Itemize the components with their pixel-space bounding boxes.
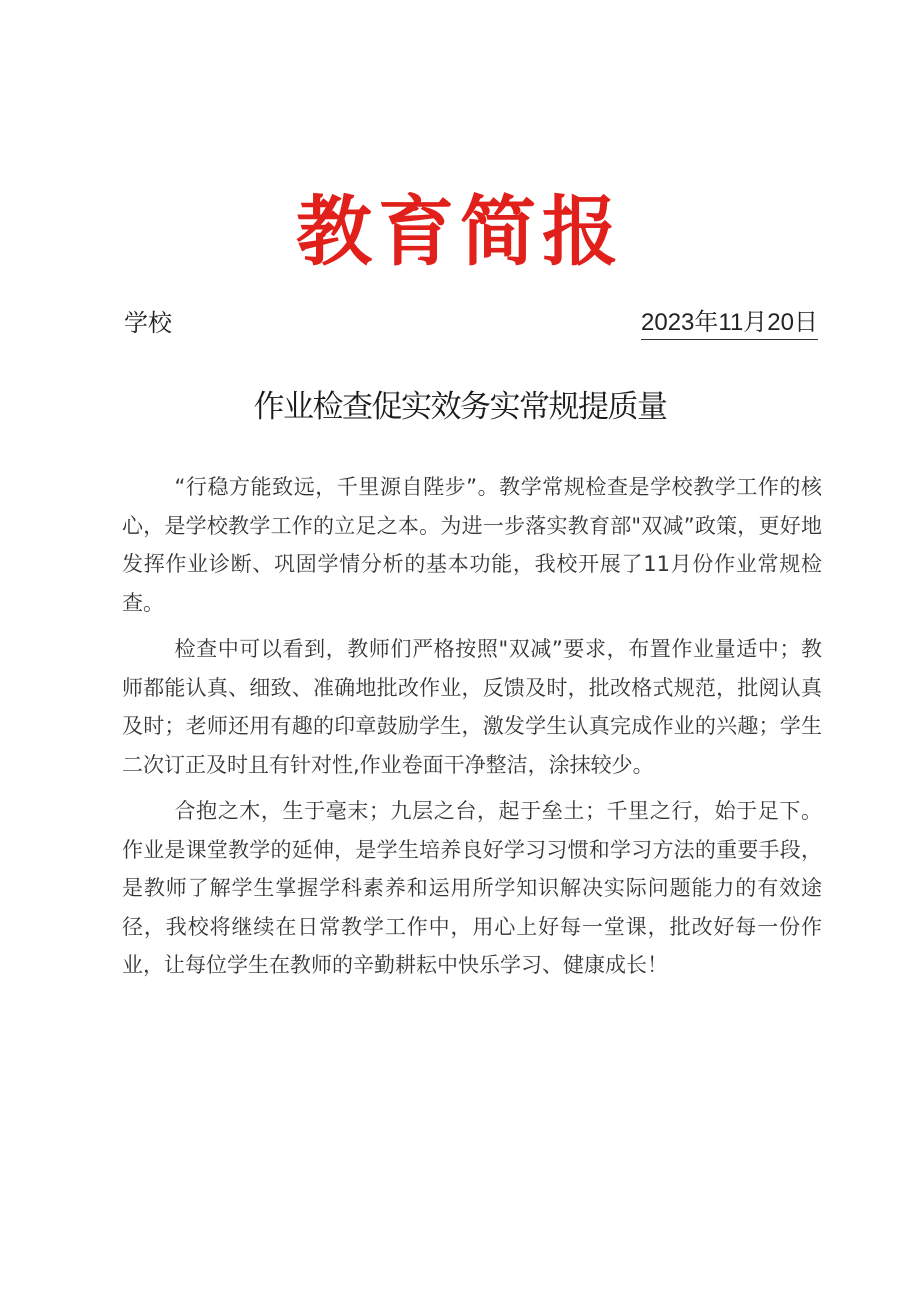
article-paragraph: 检查中可以看到，教师们严格按照"双减”要求，布置作业量适中；教师都能认真、细致、准确地批改作业，反馈及时，批改格式规范，批阅认真及时；老师还用有趣的印章鼓励学生，激发学生认真完成作业的兴趣；学生二次订正及时且有针对性,作业卷面干净整洁，涂抹较少。: [122, 637, 822, 777]
article-headline: 作业检查促实效务实常规提质量: [253, 389, 667, 425]
school-label: 学校: [124, 309, 172, 337]
article-paragraph: 合抱之木，生于毫末；九层之台，起于垒土；千里之行，始于足下。作业是课堂教学的延伸，是学生培养良好学习习惯和学习方法的重要手段，是教师了解学生掌握学科素养和运用所学知识解决实际问题能力的有效途径，我校将继续在日常教学工作中，用心上好每一堂课，批改好每一份作业，让每位学生在教师的辛勤耕耘中快乐学习、健康成长！: [122, 799, 822, 977]
issue-date: 2023年11月20日: [641, 308, 818, 340]
meta-line: [124, 308, 818, 342]
masthead-title: 教育简报: [296, 187, 624, 276]
article-paragraph: “行稳方能致远，千里源自陛步”。教学常规检查是学校教学工作的核心，是学校教学工作的立足之本。为进一步落实教育部"双减”政策，更好地发挥作业诊断、巩固学情分析的基本功能，我校开展了11月份作业常规检查。: [122, 475, 822, 615]
article-body: [122, 468, 822, 993]
